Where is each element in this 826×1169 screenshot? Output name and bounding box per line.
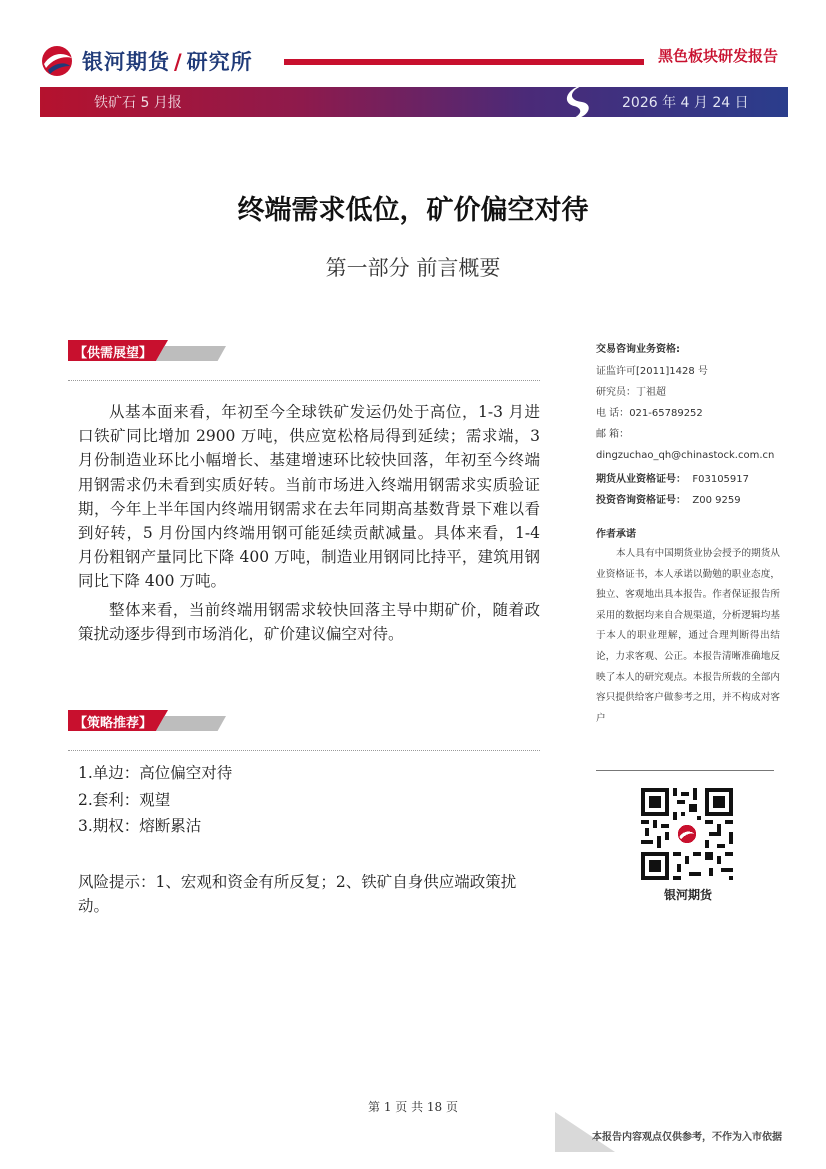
phone-row xyxy=(596,403,780,424)
header-red-rule xyxy=(284,59,644,65)
report-subject: 铁矿石 5 月报 xyxy=(94,95,182,111)
paragraph: 从基本面来看，年初至今全球铁矿发运仍处于高位，1-3 月进口铁矿同比增加 2900 万吨，供应宽松格局得到延续；需求端，3 月份制造业环比小幅增长、基建增速环比较快回落，年初至今终端用钢需求仍未看到实质好转。当前市场进入终端用钢需求实质验证期，今年上半年国内终端用钢需求在去年同期高基数背景下难以看到好转，5 月份国内终端用钢可能延续贡献减量。具体来看，1-4 月份粗钢产量同比下降 400 万吨，制造业用钢同比持平，建筑用钢同比下降 400 万吨。 xyxy=(78,403,540,591)
supply-demand-body xyxy=(78,400,540,646)
section-divider xyxy=(68,750,540,751)
email-label: 邮 箱： xyxy=(596,429,630,440)
section-tag-strategy xyxy=(68,710,238,731)
list-item: 3.期权：熔断累沽 xyxy=(78,817,202,835)
email-value: dingzuchao_qh@chinastock.com.cn xyxy=(596,450,775,461)
strategy-list xyxy=(78,760,232,840)
report-date: 2026 年 4 月 24 日 xyxy=(622,95,749,111)
sidebar-divider xyxy=(596,770,774,771)
analyst-row xyxy=(596,382,780,403)
list-item: 2.套利：观望 xyxy=(78,790,171,809)
futures-cert-value: F03105917 xyxy=(692,474,750,485)
page-number: 第 1 页 共 18 页 xyxy=(368,1100,458,1114)
futures-cert-row xyxy=(596,469,780,490)
promise-text: 本人具有中国期货业协会授予的期货从业资格证书，本人承诺以勤勉的职业态度，独立、客观地出具本报告。作者保证报告所采用的数据均来自合规渠道，分析逻辑均基于本人的职业理解，通过合理判断得出结论，力求客观、公正。本报告清晰准确地反映了本人的研究观点。本报告所载的全部内容只提供给客户做参考之用，并不构成对客户 xyxy=(596,548,780,724)
license-number: 证监许可[2011]1428 号 xyxy=(596,366,708,377)
section-divider xyxy=(68,380,540,381)
invest-cert-label: 投资咨询资格证号： xyxy=(596,495,686,506)
page-title: 终端需求低位，矿价偏空对待 xyxy=(237,195,589,226)
risk-warning: 风险提示：1、宏观和资金有所反复；2、铁矿自身供应端政策扰动。 xyxy=(78,873,517,915)
paragraph: 整体来看，当前终端用钢需求较快回落主导中期矿价，随着政策扰动逐步得到市场消化，矿价建议偏空对待。 xyxy=(78,600,540,643)
logo-separator: / xyxy=(174,50,183,74)
institute-name: 研究所 xyxy=(186,50,253,74)
qr-code-icon xyxy=(641,788,733,880)
sidebar xyxy=(596,340,780,750)
company-name: 银河期货 xyxy=(82,50,170,74)
section-label: 【策略推荐】 xyxy=(74,716,153,731)
invest-cert-value: Z00 9259 xyxy=(692,495,741,506)
section-tag-supply-demand xyxy=(68,340,238,361)
section-label: 【供需展望】 xyxy=(74,346,153,361)
promise-title: 作者承诺 xyxy=(596,529,636,540)
phone-value: 021-65789252 xyxy=(629,408,703,419)
swoosh-icon xyxy=(560,80,600,124)
analyst-label: 研究员： xyxy=(596,387,636,398)
footer-disclaimer: 本报告内容观点仅供参考，不作为入市依据 xyxy=(592,1132,782,1143)
qualification-title: 交易咨询业务资格: xyxy=(596,344,680,355)
invest-cert-row xyxy=(596,490,780,511)
list-item: 1.单边：高位偏空对待 xyxy=(78,764,233,782)
qr-caption: 银河期货 xyxy=(663,888,712,902)
phone-label: 电 话： xyxy=(596,408,630,419)
report-type: 黑色板块研发报告 xyxy=(658,47,779,65)
futures-cert-label: 期货从业资格证号： xyxy=(596,474,686,485)
galaxy-logo-icon xyxy=(38,44,76,78)
page-subtitle: 第一部分 前言概要 xyxy=(325,256,501,280)
analyst-name: 丁祖超 xyxy=(636,387,666,398)
company-logo-text xyxy=(82,46,253,76)
